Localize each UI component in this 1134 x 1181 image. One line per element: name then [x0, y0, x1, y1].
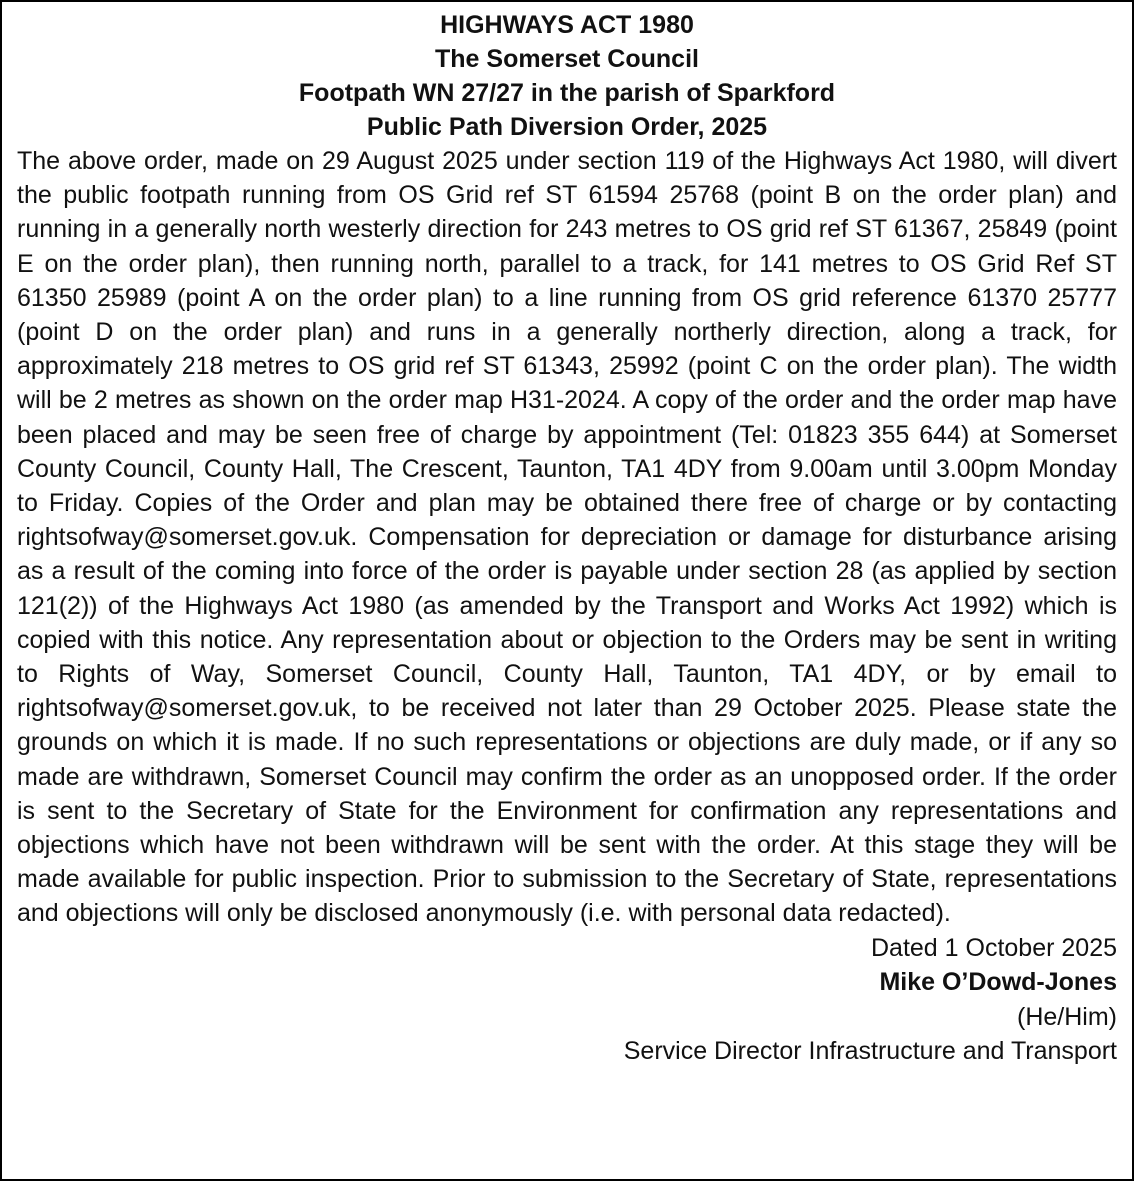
notice-body: The above order, made on 29 August 2025 under section 119 of the Highways Act 1980, will divert the public footpath running from OS Grid ref ST 61594 25768 (point B on the order plan) and running in a generally north westerly direction for 243 metres to OS grid ref ST 61367, 25849 (point E on the order plan), then running north, parallel to a track, for 141 metres to OS Grid Ref ST 61350 25989 (point A on the order plan) to a line running from OS grid reference 61370 25777 (point D on the order plan) and runs in a generally northerly direction, along a track, for approximately 218 metres to OS grid ref ST 61343, 25992 (point C on the order plan). The width will be 2 metres as shown on the order map H31-2024. A copy of the order and the order map have been placed and may be seen free of charge by appointment (Tel: 01823 355 644) at Somerset County Council, County Hall, The Crescent, Taunton, TA1 4DY from 9.00am until 3.00pm Monday to Friday. Copies of the Order and plan may be obtained there free of charge or by contacting rightsofway@somerset.gov.uk. Compensation for depreciation or damage for disturbance arising as a result of the coming into force of the order is payable under section 28 (as applied by section 121(2)) of the Highways Act 1980 (as amended by the Transport and Works Act 1992) which is copied with this notice. Any representation about or objection to the Orders may be sent in writing to Rights of Way, Somerset Council, County Hall, Taunton, TA1 4DY, or by email to rightsofway@somerset.gov.uk, to be received not later than 29 October 2025. Please state the grounds on which it is made. If no such representations or objections are duly made, or if any so made are withdrawn, Somerset Council may confirm the order as an unopposed order. If the order is sent to the Secretary of State for the Environment for confirmation any representations and objections which have not been withdrawn will be sent with the order. At this stage they will be made available for public inspection. Prior to submission to the Secretary of State, representations and objections will only be disclosed anonymously (i.e. with personal data redacted).: [17, 147, 1117, 928]
signatory-name: Mike O’Dowd-Jones: [879, 968, 1117, 997]
act-title: HIGHWAYS ACT 1980: [440, 11, 694, 39]
date-line: Dated 1 October 2025: [871, 933, 1117, 962]
order-title: Public Path Diversion Order, 2025: [366, 113, 768, 141]
council-name: The Somerset Council: [435, 45, 699, 73]
signatory-pronouns: (He/Him): [1017, 1002, 1117, 1031]
signatory-role: Service Director Infrastructure and Transport: [623, 1037, 1117, 1066]
footpath-title: Footpath WN 27/27 in the parish of Sparkford: [298, 79, 836, 107]
